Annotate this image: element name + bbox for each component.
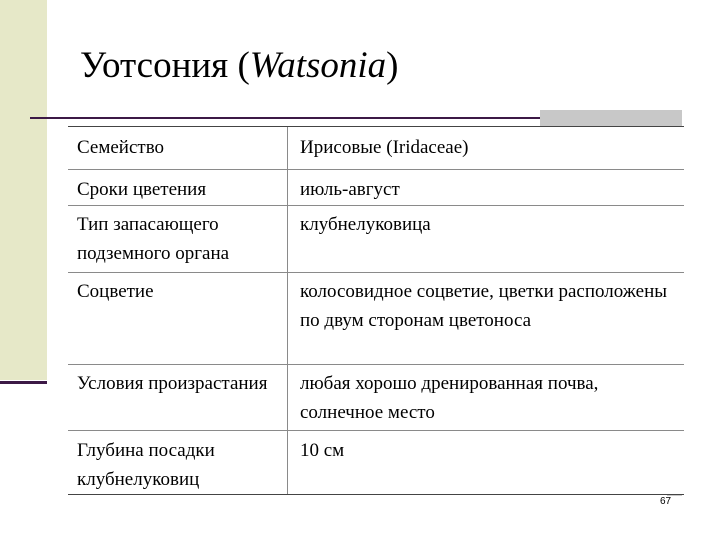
row-value: любая хорошо дренированная почва, солнечное место xyxy=(300,373,599,423)
table-row xyxy=(68,365,684,431)
table-row xyxy=(68,273,684,365)
table-row xyxy=(68,206,684,273)
row-value: колосовидное соцветие, цветки расположены по двум сторонам цветоноса xyxy=(300,281,668,331)
slide-title xyxy=(80,44,399,87)
row-value: июль-август xyxy=(300,179,400,200)
plant-info-table xyxy=(68,126,684,495)
row-label: Семейство xyxy=(68,127,288,169)
left-accent-line xyxy=(0,381,47,384)
row-label: Соцветие xyxy=(68,273,288,364)
title-end: ) xyxy=(386,45,399,86)
title-main: Уотсония ( xyxy=(80,45,250,86)
table-row xyxy=(68,127,684,170)
row-label: Глубина посадки клубнелуковиц xyxy=(68,431,288,494)
row-value: 10 см xyxy=(300,440,345,461)
table-row xyxy=(68,431,684,494)
left-accent-bar xyxy=(0,0,47,380)
title-latin: Watsonia xyxy=(249,45,387,86)
row-label: Условия произрастания xyxy=(68,365,288,430)
table-row xyxy=(68,170,684,206)
row-label: Сроки цветения xyxy=(68,170,288,205)
title-divider xyxy=(30,117,545,119)
decorative-corner-block xyxy=(540,110,682,126)
page-number: 67 xyxy=(660,496,672,507)
row-value: Ирисовые (Iridaceae) xyxy=(300,137,469,158)
row-value: клубнелуковица xyxy=(300,214,431,235)
row-label: Тип запасающего подземного органа xyxy=(68,206,288,272)
